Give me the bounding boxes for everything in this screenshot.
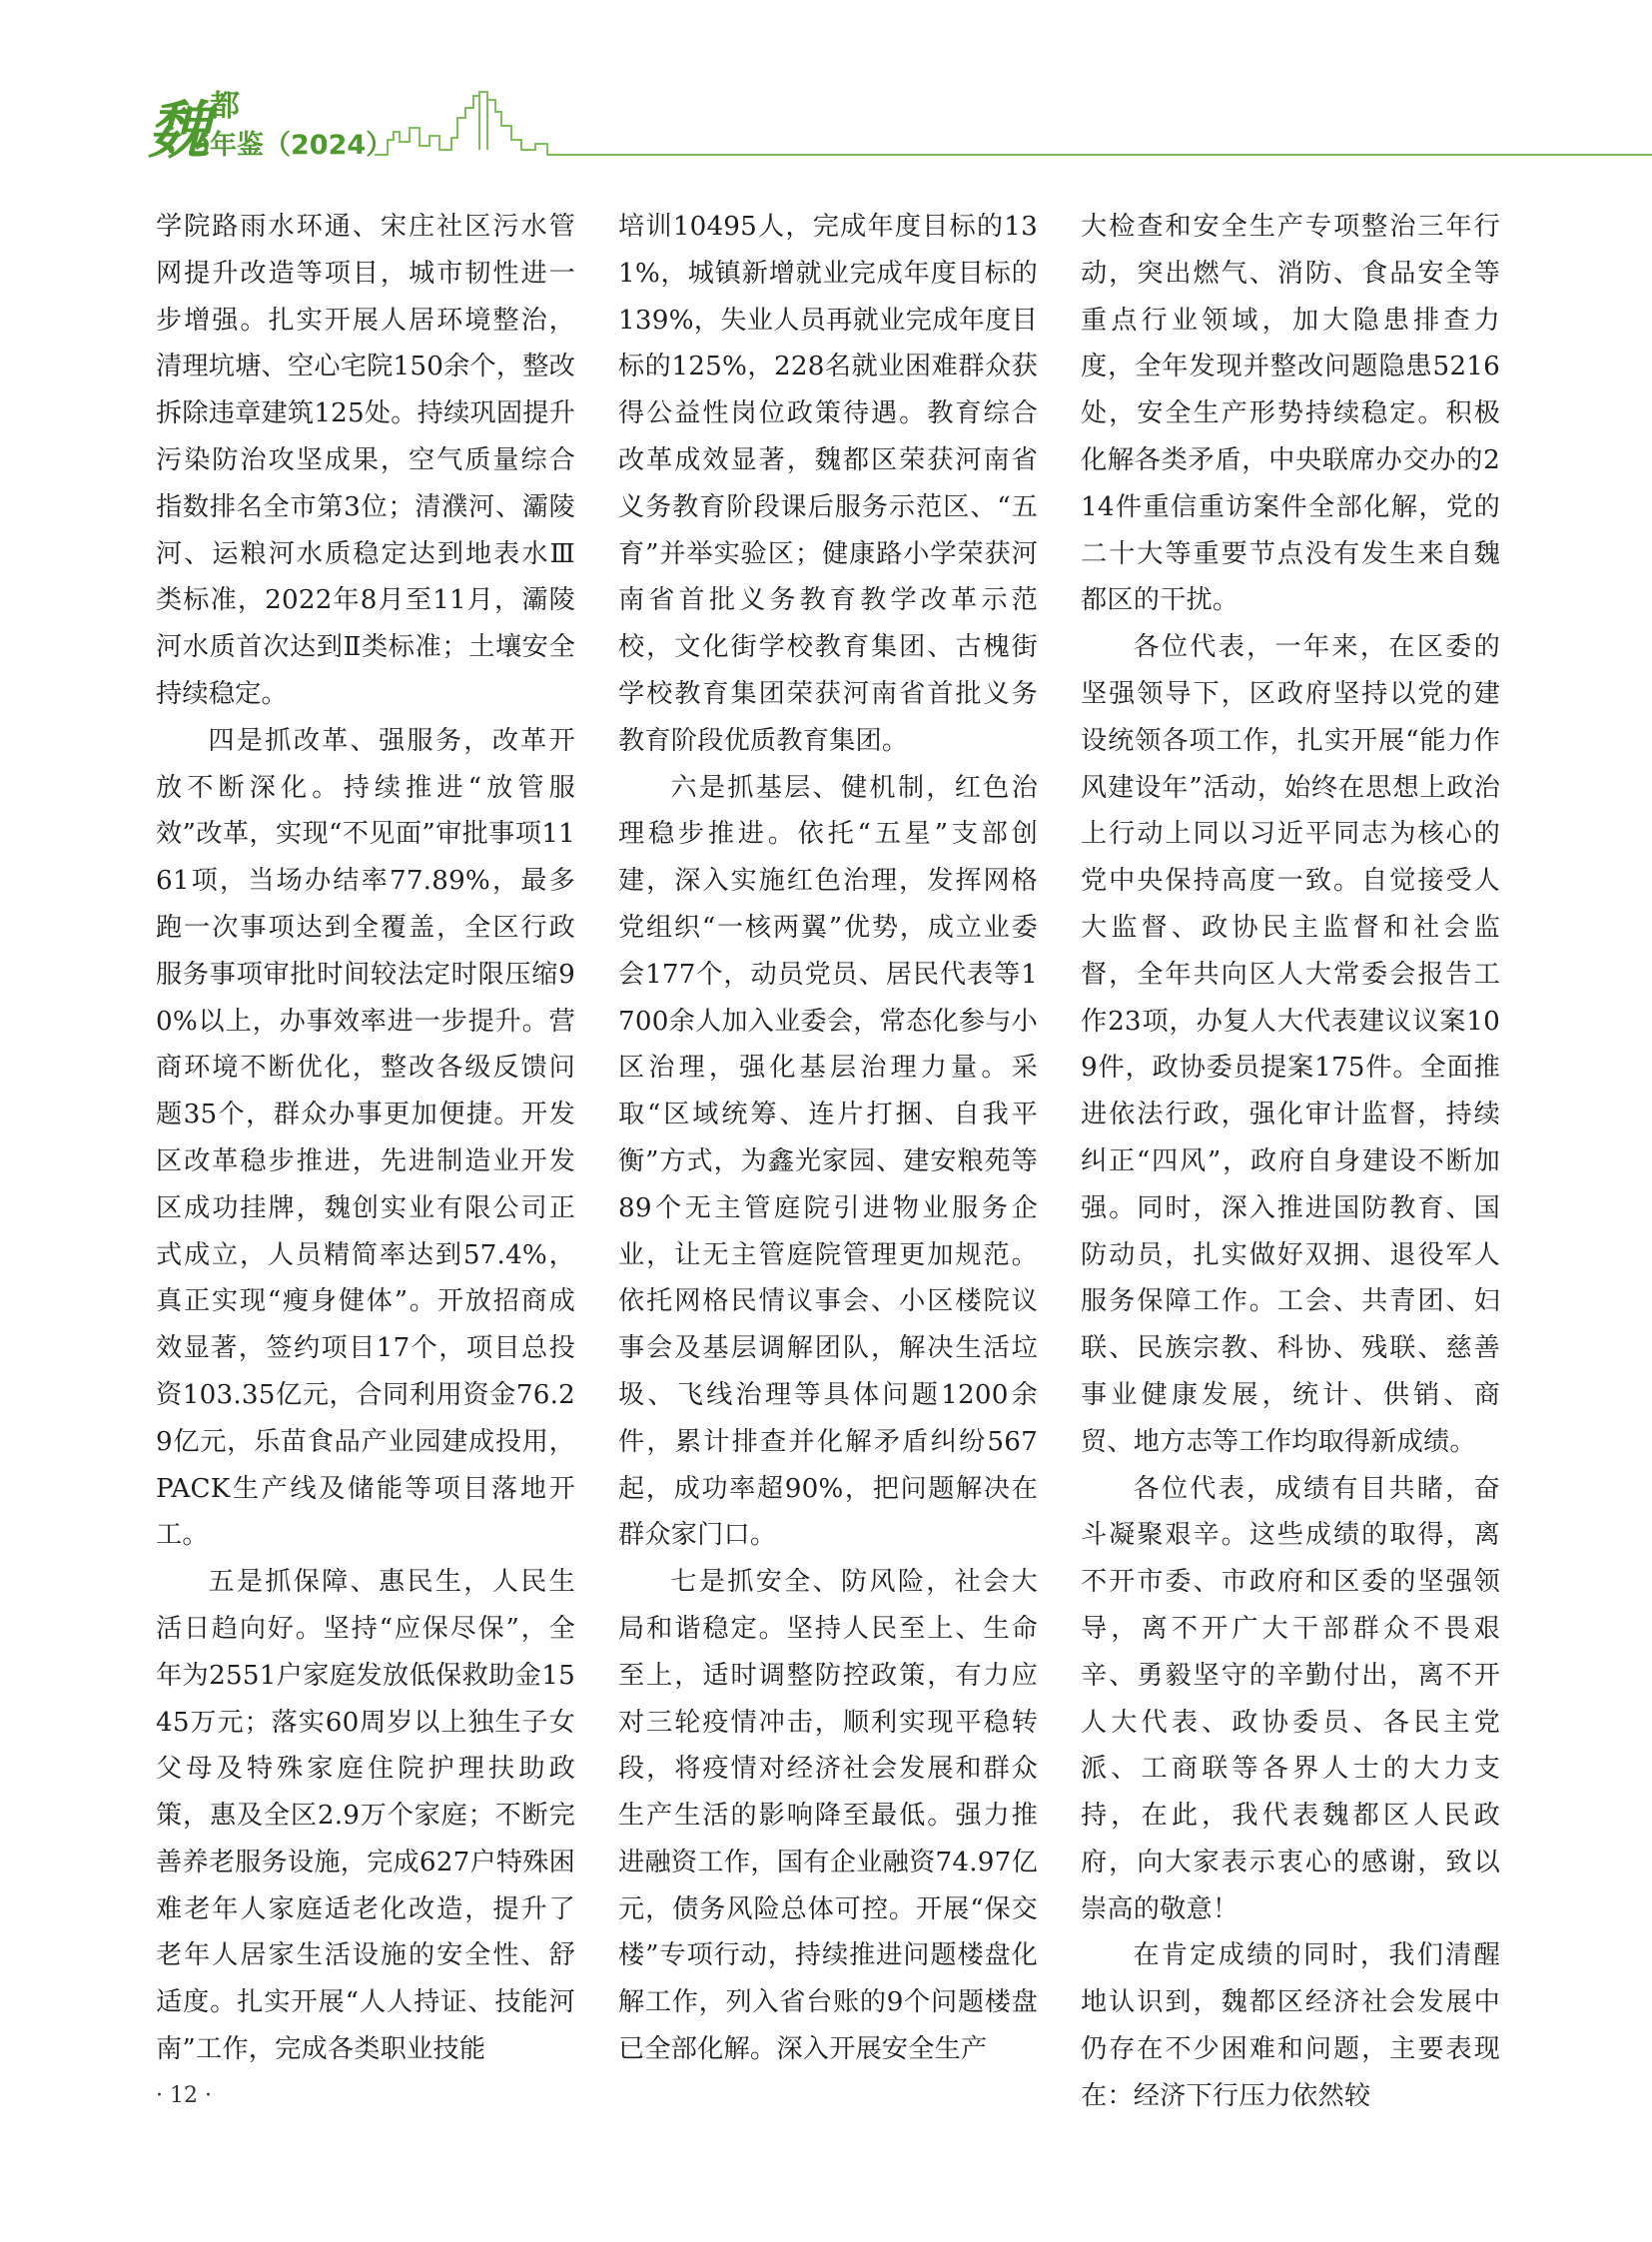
paragraph: 大检查和安全生产专项整治三年行动，突出燃气、消防、食品安全等重点行业领域，加大隐患排查力度，全年发现并整改问题隐患5216处，安全生产形势持续稳定。积极化解各类矛盾，中央联席办交办的214件重信重访案件全部化解，党的二十大等重要节点没有发生来自魏都区的干扰。 [1081, 212, 1500, 616]
column-2 [618, 204, 1038, 2071]
column-3 [1081, 204, 1500, 2111]
paragraph: 五是抓保障、惠民生，人民生活日趋向好。坚持“应保尽保”，全年为2551户家庭发放低保救助金1545万元；落实60周岁以上独生子女父母及特殊家庭住院护理扶助政策，惠及全区2.9万个家庭；不断完善养老服务设施，完成627户特殊困难老年人家庭适老化改造，提升了老年人居家生活设施的安全性、舒适度。扎实开展“人人持证、技能河南”工作，完成各类职业技能 [156, 1567, 576, 2065]
logo-main-character: 魏 [148, 94, 211, 167]
paragraph: 在肯定成绩的同时，我们清醒地认识到，魏都区经济社会发展中仍存在不少困难和问题，主要表现在：经济下行压力依然较 [1081, 1940, 1500, 2111]
yearbook-title: 年鉴（2024） [210, 130, 394, 161]
page-number: · 12 · [156, 2083, 212, 2108]
paragraph: 培训10495人，完成年度目标的131%，城镇新增就业完成年度目标的139%，失业人员再就业完成年度目标的125%，228名就业困难群众获得公益性岗位政策待遇。教育综合改革成效显著，魏都区荣获河南省义务教育阶段课后服务示范区、“五育”并举实验区；健康路小学荣获河南省首批义务教育教学改革示范校，文化街学校教育集团、古槐街学校教育集团荣获河南省首批义务教育阶段优质教育集团。 [618, 212, 1038, 756]
paragraph: 七是抓安全、防风险，社会大局和谐稳定。坚持人民至上、生命至上，适时调整防控政策，有力应对三轮疫情冲击，顺利实现平稳转段，将疫情对经济社会发展和群众生产生活的影响降至最低。强力推进融资工作，国有企业融资74.97亿元，债务风险总体可控。开展“保交楼”专项行动，持续推进问题楼盘化解工作，列入省台账的9个问题楼盘已全部化解。深入开展安全生产 [618, 1567, 1038, 2065]
column-1 [156, 204, 575, 2071]
text-columns [156, 204, 1500, 2111]
paragraph: 各位代表，成绩有目共睹，奋斗凝聚艰辛。这些成绩的取得，离不开市委、市政府和区委的坚强领导，离不开广大干部群众不畏艰辛、勇毅坚守的辛勤付出，离不开人大代表、政协委员、各民主党派、工商联等各界人士的大力支持，在此，我代表魏都区人民政府，向大家表示衷心的感谢，致以崇高的敬意！ [1081, 1473, 1500, 1924]
logo-secondary-character: 都 [210, 89, 240, 124]
paragraph: 各位代表，一年来，在区委的坚强领导下，区政府坚持以党的建设统领各项工作，扎实开展“能力作风建设年”活动，始终在思想上政治上行动上同以习近平同志为核心的党中央保持高度一致。自觉接受人大监督、政协民主监督和社会监督，全年共向区人大常委会报告工作23项，办复人大代表建议议案109件，政协委员提案175件。全面推进依法行政，强化审计监督，持续纠正“四风”，政府自身建设不断加强。同时，深入推进国防教育、国防动员，扎实做好双拥、退役军人服务保障工作。工会、共青团、妇联、民族宗教、科协、残联、慈善事业健康发展，统计、供销、商贸、地方志等工作均取得新成绩。 [1081, 632, 1500, 1457]
paragraph: 六是抓基层、健机制，红色治理稳步推进。依托“五星”支部创建，深入实施红色治理，发挥网格党组织“一核两翼”优势，成立业委会177个，动员党员、居民代表等1700余人加入业委会，常态化参与小区治理，强化基层治理力量。采取“区域统筹、连片打捆、自我平衡”方式，为鑫光家园、建安粮苑等89个无主管庭院引进物业服务企业，让无主管庭院管理更加规范。依托网格民情议事会、小区楼院议事会及基层调解团队，解决生活垃圾、飞线治理等具体问题1200余件，累计排查并化解矛盾纠纷567起，成功率超90%，把问题解决在群众家门口。 [618, 772, 1039, 1551]
page-header [0, 0, 1652, 175]
paragraph: 学院路雨水环通、宋庄社区污水管网提升改造等项目，城市韧性进一步增强。扎实开展人居环境整治，清理坑塘、空心宅院150余个，整改拆除违章建筑125处。持续巩固提升污染防治攻坚成果，空气质量综合指数排名全市第3位；清濮河、灞陵河、运粮河水质稳定达到地表水Ⅲ类标准，2022年8月至11月，灞陵河水质首次达到Ⅱ类标准；土壤安全持续稳定。 [156, 212, 576, 709]
paragraph: 四是抓改革、强服务，改革开放不断深化。持续推进“放管服效”改革，实现“不见面”审批事项1161项，当场办结率77.89%，最多跑一次事项达到全覆盖，全区行政服务事项审批时间较法定时限压缩90%以上，办事效率进一步提升。营商环境不断优化，整改各级反馈问题35个，群众办事更加便捷。开发区改革稳步推进，先进制造业开发区成功挂牌，魏创实业有限公司正式成立，人员精简率达到57.4%，真正实现“瘦身健体”。开放招商成效显著，签约项目17个，项目总投资103.35亿元，合同利用资金76.29亿元，乐苗食品产业园建成投用，PACK生产线及储能等项目落地开工。 [156, 725, 575, 1551]
